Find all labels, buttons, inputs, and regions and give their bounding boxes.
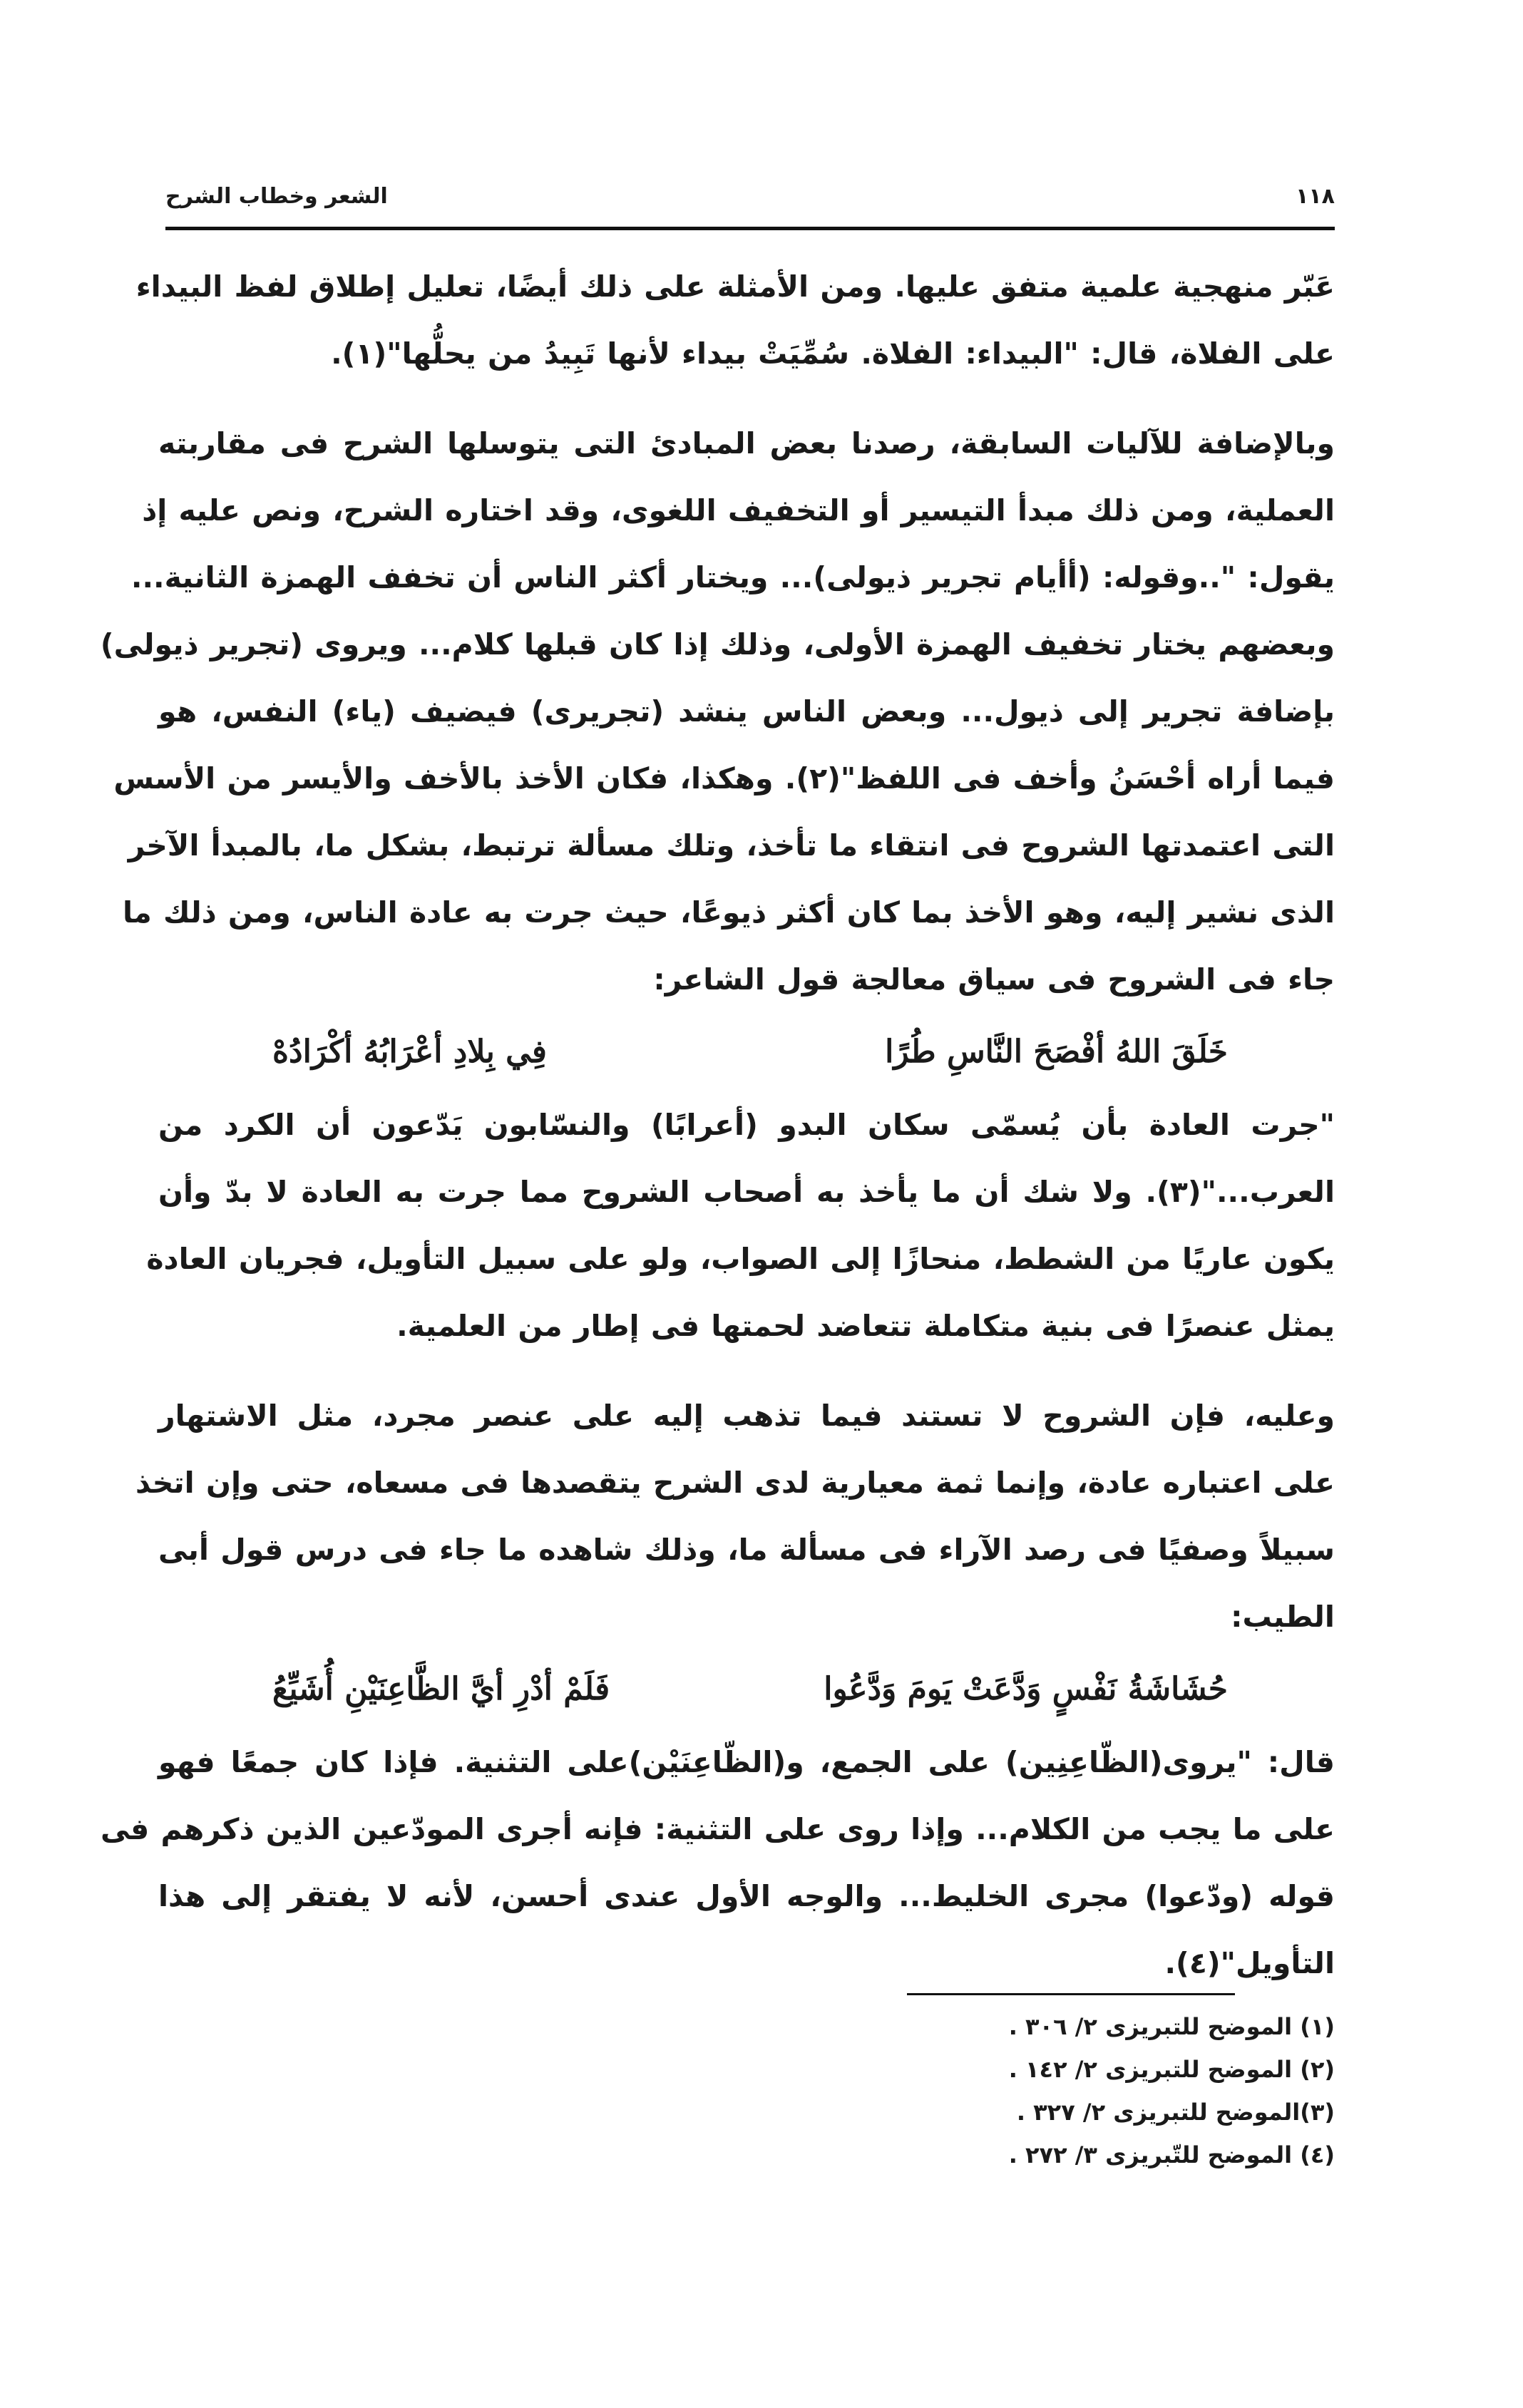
verse-first-hemistich: خَلَقَ اللهُ أفْصَحَ النَّاسِ طُرًا bbox=[885, 1034, 1228, 1070]
text-line: على اعتباره عادة، وإنما ثمة معيارية لدى الشرح يتقصدها فى مسعاه، حتى وإن اتخذ bbox=[135, 1466, 1335, 1500]
footnote-rule bbox=[907, 1993, 1235, 1995]
text-line: يقول: "..وقوله: (أأيام تجرير ذيولى)... ويختار أكثر الناس أن تخفف الهمزة الثانية... bbox=[130, 560, 1335, 595]
text-line: يمثل عنصرًا فى بنية متكاملة تتعاضد لحمتها فى إطار من العلمية. bbox=[396, 1309, 1335, 1343]
page-number: ١١٨ bbox=[1296, 183, 1335, 209]
header-rule bbox=[165, 227, 1335, 230]
text-line: "جرت العادة بأن يُسمّى سكان البدو (أعرابًا) والنسّابون يَدّعون أن الكرد من bbox=[158, 1108, 1335, 1142]
text-line: وبعضهم يختار تخفيف الهمزة الأولى، وذلك إذا كان قبلها كلام... ويروى (تجرير ذيولى) bbox=[100, 627, 1335, 662]
text-line: بإضافة تجرير إلى ذيول... وبعض الناس ينشد (تجريرى) فيضيف (ياء) النفس، هو bbox=[158, 694, 1335, 729]
verse-second-hemistich: فَلَمْ أدْرِ أيَّ الظَّاعِنَيْنِ أُشَيِّعُ bbox=[272, 1671, 610, 1707]
verse-second-hemistich: فِي بِلادِ أعْرَابُهُ أكْرَادُهْ bbox=[272, 1034, 547, 1070]
text-line: وبالإضافة للآليات السابقة، رصدنا بعض المبادئ التى يتوسلها الشرح فى مقاربته bbox=[158, 426, 1335, 460]
text-line: العملية، ومن ذلك مبدأ التيسير أو التخفيف اللغوى، وقد اختاره الشرح، ونص عليه إذ bbox=[142, 493, 1335, 528]
text-line: عَبّر منهجية علمية متفق عليها. ومن الأمثلة على ذلك أيضًا، تعليل إطلاق لفظ البيداء bbox=[135, 269, 1335, 304]
footnote: (٢) الموضح للتبريزى ٢/ ١٤٢ . bbox=[1008, 2056, 1335, 2083]
text-line: العرب..."(٣). ولا شك أن ما يأخذ به أصحاب الشروح مما جرت به العادة لا بدّ وأن bbox=[158, 1175, 1335, 1209]
text-line: يكون عاريًا من الشطط، منحازًا إلى الصواب، ولو على سبيل التأويل، فجريان العادة bbox=[146, 1242, 1335, 1276]
footnotes bbox=[907, 1993, 1335, 2176]
text-line: على ما يجب من الكلام... وإذا روى على التثنية: فإنه أجرى المودّعين الذين ذكرهم فى bbox=[100, 1812, 1335, 1846]
text-line: قوله (ودّعوا) مجرى الخليط... والوجه الأول عندى أحسن، لأنه لا يفتقر إلى هذا bbox=[158, 1879, 1335, 1913]
text-line: الذى نشير إليه، وهو الأخذ بما كان أكثر ذيوعًا، حيث جرت به عادة الناس، ومن ذلك ما bbox=[122, 895, 1335, 930]
body-text bbox=[100, 253, 1335, 1997]
text-line: قال: "يروى(الظّاعِنِين) على الجمع، و(الظّاعِنَيْن)على التثنية. فإذا كان جمعًا فهو bbox=[158, 1745, 1335, 1779]
text-line: على الفلاة، قال: "البيداء: الفلاة. سُمِّيَتْ بيداء لأنها تَبِيدُ من يحلُّها"(١). bbox=[331, 336, 1335, 371]
footnote: (٣)الموضح للتبريزى ٢/ ٣٢٧ . bbox=[1016, 2099, 1335, 2126]
text-line: جاء فى الشروح فى سياق معالجة قول الشاعر: bbox=[653, 962, 1335, 997]
text-line: فيما أراه أحْسَنُ وأخف فى اللفظ"(٢). وهكذا، فكان الأخذ بالأخف والأيسر من الأسس bbox=[113, 761, 1335, 796]
text-line: التى اعتمدتها الشروح فى انتقاء ما تأخذ، وتلك مسألة ترتبط، بشكل ما، بالمبدأ الآخر bbox=[128, 828, 1335, 863]
footnote: (١) الموضح للتبريزى ٢/ ٣٠٦ . bbox=[1008, 2013, 1335, 2040]
running-title: الشعر وخطاب الشرح bbox=[165, 183, 388, 209]
poetry-verse bbox=[158, 1650, 1335, 1729]
footnote: (٤) الموضح للتّبريزى ٣/ ٢٧٢ . bbox=[1008, 2141, 1335, 2168]
text-line: التأويل"(٤). bbox=[1164, 1946, 1335, 1980]
text-line: وعليه، فإن الشروح لا تستند فيما تذهب إليه على عنصر مجرد، مثل الاشتهار bbox=[158, 1399, 1335, 1433]
text-line: سبيلاً وصفيًا فى رصد الآراء فى مسألة ما، وذلك شاهده ما جاء فى درس قول أبى bbox=[158, 1533, 1335, 1567]
page-header bbox=[165, 168, 1335, 225]
verse-first-hemistich: حُشَاشَةُ نَفْسٍ وَدَّعَتْ يَومَ وَدَّعُوا bbox=[824, 1671, 1228, 1707]
poetry-verse bbox=[158, 1013, 1335, 1091]
text-line: الطيب: bbox=[1231, 1600, 1335, 1634]
